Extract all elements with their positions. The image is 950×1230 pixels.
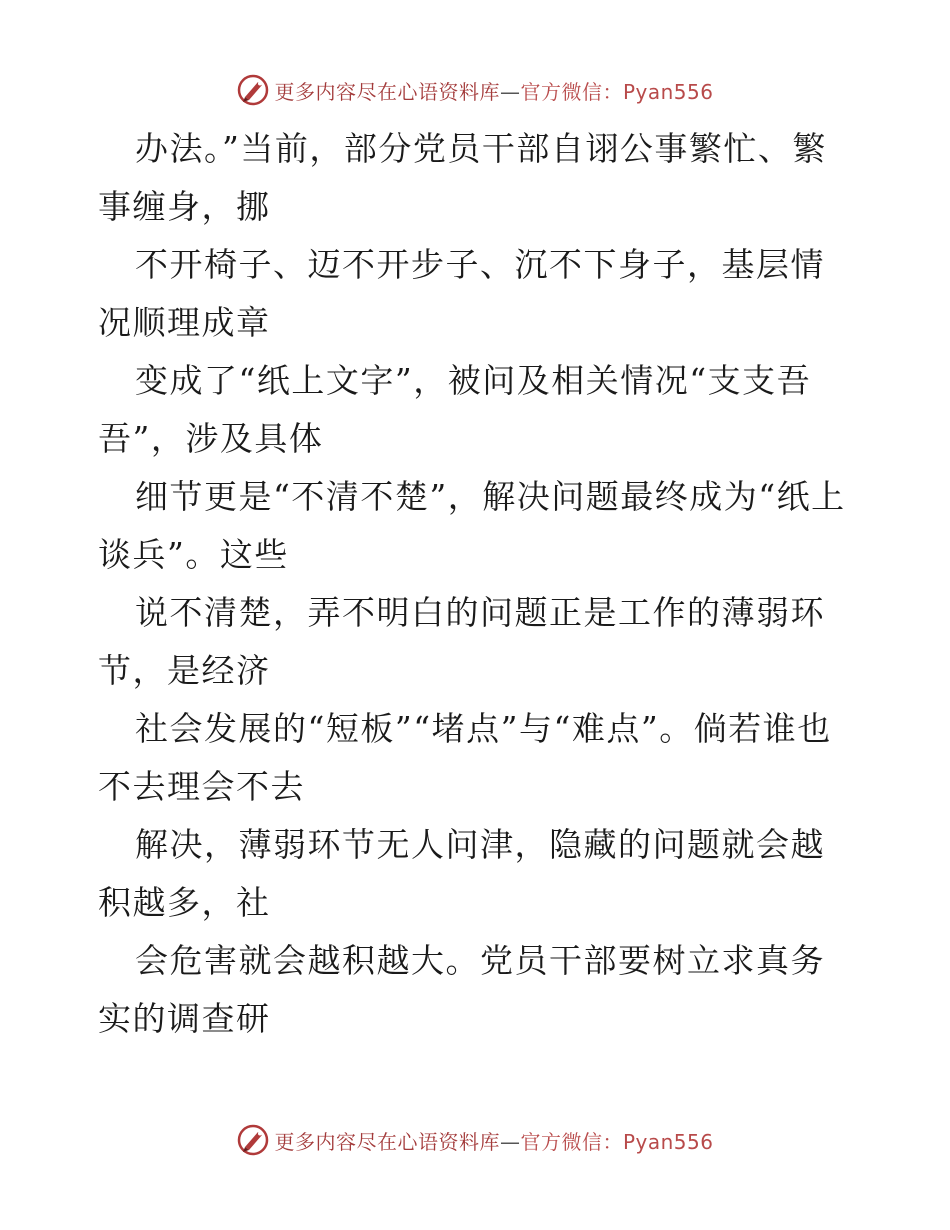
footer-text — [274, 1126, 713, 1155]
paragraph-2: 不开椅子、迈不开步子、沉不下身子，基层情况顺理成章 — [98, 245, 825, 342]
paragraph-5: 说不清楚，弄不明白的问题正是工作的薄弱环节，是经济 — [98, 593, 825, 690]
paragraph-8: 会危害就会越积越大。党员干部要树立求真务实的调查研 — [98, 941, 825, 1038]
header-brand-text: 更多内容尽在心语资料库 — [274, 79, 500, 104]
pen-logo-icon — [236, 1123, 270, 1157]
footer-brand-text: 更多内容尽在心语资料库 — [274, 1129, 500, 1154]
paragraph-6: 社会发展的“短板”“堵点”与“难点”。倘若谁也不去理会不去 — [98, 709, 832, 806]
footer-separator: — — [499, 1129, 521, 1154]
paragraph-4: 细节更是“不清不楚”，解决问题最终成为“纸上谈兵”。这些 — [98, 477, 846, 574]
document-body — [98, 120, 858, 1048]
paragraph-3: 变成了“纸上文字”，被问及相关情况“支支吾吾”，涉及具体 — [98, 361, 812, 458]
footer-contact-text: 官方微信：Pyan556 — [520, 1129, 714, 1154]
header-text — [274, 76, 713, 105]
pen-logo-icon — [236, 73, 270, 107]
header-banner — [0, 72, 950, 108]
paragraph-1: 办法。”当前，部分党员干部自诩公事繁忙、繁事缠身，挪 — [98, 129, 827, 226]
header-separator: — — [499, 79, 521, 104]
footer-banner — [0, 1122, 950, 1158]
paragraph-7: 解决，薄弱环节无人问津，隐藏的问题就会越积越多，社 — [98, 825, 825, 922]
header-contact-text: 官方微信：Pyan556 — [520, 79, 714, 104]
